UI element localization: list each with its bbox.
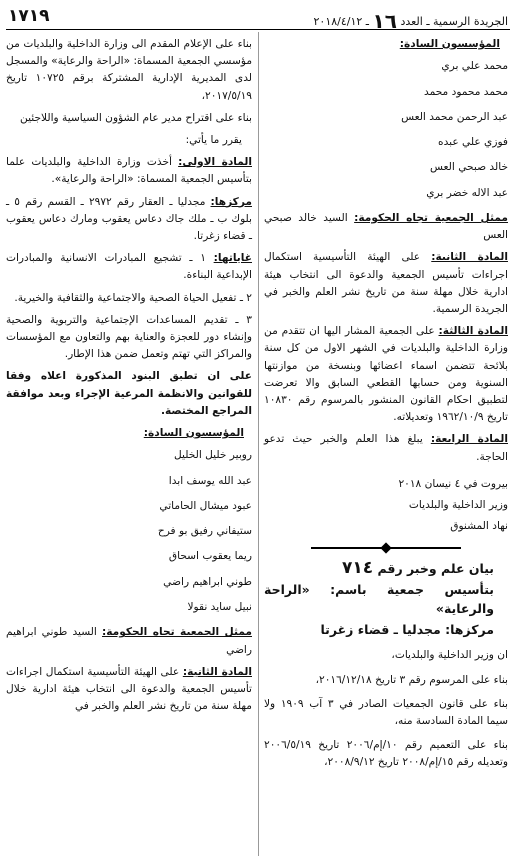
notice-title bbox=[264, 559, 508, 639]
article-1-label: المادة الاولى: bbox=[178, 156, 252, 169]
gov-rep-text: السيد خالد صبحي العس bbox=[264, 211, 508, 242]
recital-2: بناء على قانون الجمعيات الصادر في ٣ آب ١٩٠٩ ولا سيما المادة السادسة منه، bbox=[264, 697, 508, 728]
goal-2: ٢ ـ تفعيل الحياة الصحية والاجتماعية والثقافية والخيرية. bbox=[14, 291, 252, 304]
intro: ان وزير الداخلية والبلديات، bbox=[391, 649, 508, 662]
founders-list bbox=[6, 447, 252, 616]
gazette-name: الجريدة الرسمية ـ العدد bbox=[400, 15, 508, 28]
article-3 bbox=[264, 323, 508, 426]
notice-title-line-2: بتأسيس جمعية باسم: «الراحة والرعاية» bbox=[264, 582, 494, 617]
gov-representative bbox=[264, 210, 508, 244]
article-4-text: يبلغ هذا العلم والخبر حيث تدعو الحاجة. bbox=[264, 433, 508, 463]
recital-1: بناء على المرسوم رقم ٣ تاريخ ٢٠١٦/١٢/١٨، bbox=[315, 673, 508, 686]
article-2 bbox=[6, 664, 252, 716]
founders-list bbox=[264, 58, 508, 202]
founder-name: خالد صبحي العس bbox=[430, 161, 508, 174]
founder-name: ستيفاني رفيق بو فرح bbox=[157, 525, 252, 538]
condition-clause: على ان تطبق البنود المذكورة اعلاه وفقا للقوانين والانظمة المرعية الإجراء وبعد موافقة المراجع المختصة. bbox=[6, 370, 252, 417]
founder-name: محمد علي بري bbox=[441, 60, 508, 73]
goals-label: غاياتها: bbox=[213, 252, 252, 265]
notice-title-line-1 bbox=[264, 559, 508, 578]
article-1-text: أخذت وزارة الداخلية والبلديات علما بتأسيس الجمعية المسماة: «الراحة والرعاية». bbox=[6, 156, 252, 186]
founder-name: محمد محمود محمد bbox=[424, 85, 508, 98]
left-column bbox=[6, 36, 252, 856]
founder-name: ريما يعقوب اسحاق bbox=[168, 550, 252, 563]
founder-name: عبد الله يوسف ابدا bbox=[168, 474, 252, 487]
goals bbox=[6, 250, 252, 284]
notice-number: ٧١٤ bbox=[342, 558, 374, 579]
notice-title-line-3: مركزها: مجدليا ـ قضاء زغرتا bbox=[320, 622, 494, 638]
founders-heading: المؤسسون السادة: bbox=[143, 427, 244, 440]
minister-name: نهاد المشنوق bbox=[450, 520, 508, 533]
gov-rep-text: السيد طوني ابراهيم راضي bbox=[6, 626, 252, 656]
recital-4: بناء على الإعلام المقدم الى وزارة الداخلية والبلديات من مؤسسي الجمعية المسماة: «الراحة والرعاية» والمسجل لدى المديرية الإدارية المشتركة برقم ١٠٧٢٥ تاريخ ٢٠١٧/٥/١٩، bbox=[6, 38, 252, 102]
founder-name: عبود ميشال الحاماتي bbox=[159, 499, 252, 512]
issue-date: ـ ٢٠١٨/٤/١٢ bbox=[313, 15, 370, 28]
right-column bbox=[264, 36, 508, 856]
article-1 bbox=[6, 154, 252, 188]
recital-3: بناء على التعميم رقم ١٠/إم/٢٠٠٦ تاريخ ٢٠٠٦/٥/١٩ وتعديله رقم ١٥/إم/٢٠٠٨ تاريخ ٢٠٠٨/٩/١٢، bbox=[264, 739, 508, 769]
page-header bbox=[6, 4, 510, 33]
gov-representative bbox=[6, 624, 252, 658]
founder-name: عبد الاله خضر بري bbox=[426, 186, 508, 199]
page-number: ١٧١٩ bbox=[8, 6, 50, 26]
founder-name: طوني ابراهيم راضي bbox=[163, 575, 252, 588]
hq-text: مجدليا ـ العقار رقم ٢٩٧٢ ـ القسم رقم ٥ ـ بلوك ب ـ ملك جاك دعاس يعقوب ومارك دعاس يعقوب ـ قضاء زغرتا. bbox=[6, 195, 252, 243]
article-3-text: على الجمعية المشار اليها ان تتقدم من وزارة الداخلية والبلديات في الشهر الاول من كل سنة بلائحة تتضمن اسماء اعضائها وبنسخة من موازنتها السنوية ومن حسابها القطعي السابق والا تعرضت لتطبيق احكام القانون المنشور بالمرسوم رقم ١٠٨٣٠ تاريخ ١٩٦٢/١٠/٩ وتعديلاته. bbox=[264, 325, 508, 424]
header-rule bbox=[6, 29, 510, 30]
decides-heading: يقرر ما يأتي: bbox=[185, 134, 242, 147]
founder-name: روبير خليل الخليل bbox=[174, 449, 252, 462]
gov-rep-label: ممثل الجمعية تجاه الحكومة: bbox=[354, 211, 508, 224]
article-3-label: المادة الثالثة: bbox=[438, 325, 508, 338]
founder-name: نبيل سايد نقولا bbox=[187, 601, 252, 614]
founders-heading: المؤسسون السادة: bbox=[399, 38, 500, 50]
minister-title: وزير الداخلية والبلديات bbox=[408, 499, 508, 512]
article-4 bbox=[264, 431, 508, 465]
goal-3: ٣ ـ تقديم المساعدات الإجتماعية والتربوية والصحية وإنشاء دور للعجزة والعناية بهم والتعاون مع المؤسسات والمراكز التي تهتم وتعمل ضمن هذا الإطار. bbox=[6, 313, 252, 361]
article-2-text: على الهيئة التأسيسية استكمال اجراءات تأسيس الجمعية والدعوة الى انتخاب هيئة ادارية خلال مهلة سنة من تاريخ نشر العلم والخبر في الجريدة الرسمية. bbox=[264, 251, 508, 315]
section-separator bbox=[311, 543, 461, 553]
article-2-text: على الهيئة التأسيسية استكمال اجراءات تأسيس الجمعية والدعوة الى انتخاب هيئة ادارية خلال مهلة سنة من تاريخ نشر العلم والخبر في bbox=[6, 665, 252, 713]
issue-number: ١٦ bbox=[372, 9, 397, 33]
founder-name: فوزي علي عبده bbox=[438, 136, 508, 149]
goal-1: ١ ـ تشجيع المبادرات الانسانية والمبادرات الإبداعية البناءة. bbox=[6, 252, 252, 282]
article-2 bbox=[264, 249, 508, 318]
hq-label: مركزها: bbox=[210, 195, 252, 208]
column-divider bbox=[258, 32, 259, 856]
notice-title-text: بيان علم وخبر رقم bbox=[377, 561, 494, 577]
article-2-label: المادة الثانية: bbox=[182, 665, 252, 678]
founder-name: عبد الرحمن محمد العس bbox=[401, 110, 508, 123]
article-4-label: المادة الرابعة: bbox=[430, 433, 508, 446]
headquarters bbox=[6, 194, 252, 246]
gov-rep-label: ممثل الجمعية تجاه الحكومة: bbox=[102, 626, 252, 639]
place-date: بيروت في ٤ نيسان ٢٠١٨ bbox=[398, 477, 508, 490]
article-2-label: المادة الثانية: bbox=[431, 251, 508, 264]
recital-5: بناء على اقتراح مدير عام الشؤون السياسية واللاجئين bbox=[20, 111, 252, 124]
